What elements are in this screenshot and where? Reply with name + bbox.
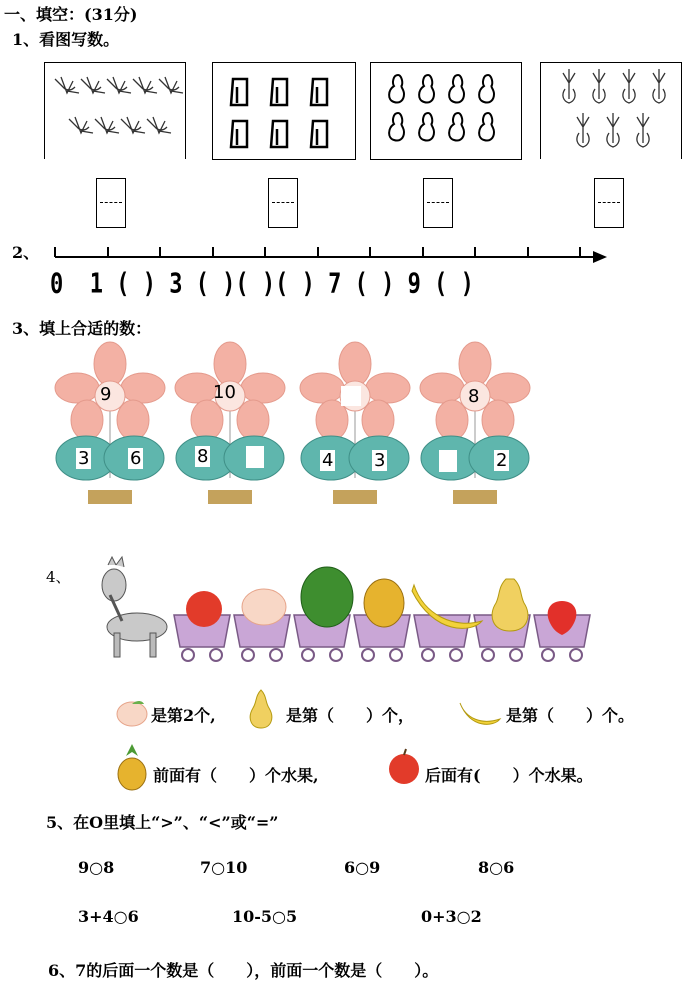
jar-icons bbox=[213, 63, 355, 159]
flower3-left-number: 4 bbox=[322, 450, 334, 471]
section-title: 一、填空：(31分) bbox=[4, 5, 138, 24]
lobster-icons bbox=[45, 63, 185, 159]
q4-label: 4、 bbox=[46, 568, 71, 586]
picture-box-lobsters bbox=[44, 62, 186, 159]
apple-icon bbox=[186, 591, 222, 627]
number-line bbox=[45, 240, 615, 268]
compare-3: 6○9 bbox=[344, 858, 381, 877]
donkey-icon bbox=[102, 557, 167, 657]
q4-apple-text: 后面有( ）个水果。 bbox=[425, 766, 593, 785]
flower-2 bbox=[175, 342, 285, 504]
peach-icon bbox=[113, 696, 151, 730]
compare-1: 9○8 bbox=[78, 858, 115, 877]
q5-label: 5、在O里填上“>”、“<”或“=” bbox=[46, 813, 279, 832]
flower2-right-blank[interactable] bbox=[246, 446, 264, 468]
compare-5: 3+4○6 bbox=[78, 907, 139, 926]
flower4-right-number: 2 bbox=[496, 450, 508, 471]
compare-6: 10-5○5 bbox=[232, 907, 298, 926]
picture-box-pears bbox=[370, 62, 522, 160]
flower4-top-number: 8 bbox=[468, 386, 480, 407]
compare-4: 8○6 bbox=[478, 858, 515, 877]
pineapple-icon bbox=[114, 742, 150, 792]
apple-icon bbox=[385, 747, 423, 787]
q1-label: 1、看图写数。 bbox=[12, 30, 120, 49]
pineapple-icon bbox=[364, 579, 404, 627]
flower1-right-number: 6 bbox=[130, 448, 142, 469]
flower4-left-blank[interactable] bbox=[439, 450, 457, 472]
compare-7: 0+3○2 bbox=[421, 907, 482, 926]
number-line-labels: 0 1 ( ) 3 ( )( )( ) 7 ( ) 9 ( ) bbox=[50, 268, 474, 301]
wheel-row bbox=[182, 649, 582, 661]
q2-label: 2、 bbox=[12, 243, 40, 262]
flower3-right-number: 3 bbox=[374, 450, 386, 471]
corn-icons bbox=[541, 63, 681, 159]
answer-box-4[interactable] bbox=[594, 178, 624, 228]
peach-icon bbox=[242, 589, 286, 625]
fruit-train-illustration bbox=[92, 555, 612, 670]
watermelon-icon bbox=[301, 567, 353, 627]
answer-box-2[interactable] bbox=[268, 178, 298, 228]
q4-pineapple-text: 前面有（ ）个水果, bbox=[153, 766, 319, 785]
flower3-top-blank[interactable] bbox=[341, 386, 361, 406]
banana-icon bbox=[456, 697, 504, 729]
picture-box-corn bbox=[540, 62, 682, 159]
pear-icon bbox=[244, 686, 278, 730]
flower1-top-number: 9 bbox=[100, 384, 112, 405]
q4-pear-text: 是第（ ）个， bbox=[286, 706, 415, 725]
q4-banana-text: 是第（ ）个。 bbox=[506, 706, 635, 725]
answer-box-1[interactable] bbox=[96, 178, 126, 228]
pear-icon bbox=[492, 579, 528, 631]
flower2-top-number: 10 bbox=[213, 382, 236, 403]
q4-peach-text: 是第2个, bbox=[151, 706, 216, 725]
flower-1 bbox=[55, 342, 165, 504]
number-flowers bbox=[50, 340, 550, 515]
flower-3 bbox=[300, 342, 410, 504]
q3-label: 3、填上合适的数： bbox=[12, 319, 152, 338]
flower-4 bbox=[420, 342, 530, 504]
q6-text: 6、7的后面一个数是（ ），前面一个数是（ ）。 bbox=[48, 961, 439, 980]
flower1-left-number: 3 bbox=[78, 448, 90, 469]
pear-icons bbox=[371, 63, 521, 159]
flower2-left-number: 8 bbox=[197, 446, 209, 467]
answer-box-3[interactable] bbox=[423, 178, 453, 228]
compare-2: 7○10 bbox=[200, 858, 248, 877]
picture-box-jars bbox=[212, 62, 356, 160]
